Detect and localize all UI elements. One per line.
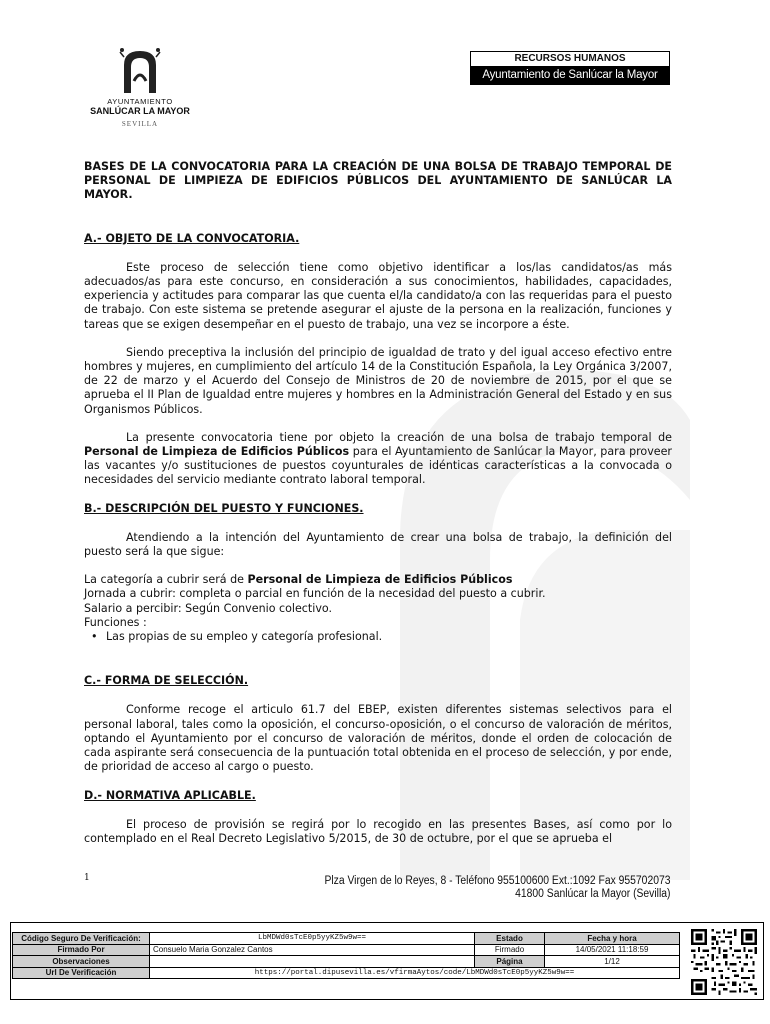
coat-of-arms-icon: [110, 45, 170, 95]
firmado-value: Consuelo Maria Gonzalez Cantos: [150, 944, 475, 956]
document-body: [84, 160, 672, 846]
section-a-paragraph-2: Siendo preceptiva la inclusión del principio de igualdad de trato y del igual acceso efectivo entre hombres y mujeres, en cumplimiento del artículo 14 de la Constitución Española, la Ley Orgánica 3/2007, de 22 de marzo y el Acuerdo del Consejo de Ministros de 20 de noviembre de 2015, por el que se aprueba el II Plan de Igualdad entre mujeres y hombres en la Administración General del Estado y en sus Organismos Públicos.: [84, 345, 672, 416]
section-d-paragraph-1: El proceso de provisión se regirá por lo recogido en las presentes Bases, así como por lo contemplado en el Real Decreto Legislativo 5/2015, de 30 de octubre, por el que se aprueba el: [84, 817, 672, 845]
department-header-box: [470, 51, 670, 85]
section-a-paragraph-3: [84, 431, 672, 488]
department-name: RECURSOS HUMANOS: [514, 53, 626, 64]
section-b-heading: B.- DESCRIPCIÓN DEL PUESTO Y FUNCIONES.: [84, 501, 364, 515]
category-value: Personal de Limpieza de Edificios Públicos: [247, 573, 513, 587]
fecha-value: 14/05/2021 11:18:59: [545, 944, 680, 956]
municipal-logo: [80, 45, 200, 128]
section-a-heading: A.- OBJETO DE LA CONVOCATORIA.: [84, 231, 300, 245]
fecha-label: Fecha y hora: [545, 933, 680, 945]
page-number: 1: [84, 873, 90, 883]
firmado-label: Firmado Por: [13, 944, 150, 956]
verification-table: [12, 932, 680, 979]
funciones-bullet: • Las propias de su empleo y categoría profesional.: [84, 630, 672, 644]
salario-line: Salario a percibir: Según Convenio colectivo.: [84, 601, 333, 615]
section-c-heading: C.- FORMA DE SELECCIÓN.: [84, 674, 249, 688]
job-title-bold: Personal de Limpieza de Edificios Públicos: [84, 445, 350, 459]
address-line-2: 41800 Sanlúcar la Mayor (Sevilla): [514, 888, 670, 900]
address-line-1: Plza Virgen de lo Reyes, 8 - Teléfono 955100600 Ext.:1092 Fax 955702073: [323, 875, 670, 887]
observaciones-value: [150, 956, 475, 968]
department-council: Ayuntamiento de Sanlúcar la Mayor: [471, 66, 669, 84]
logo-line-town: SANLÚCAR LA MAYOR: [90, 106, 190, 116]
paragraph-text: para el Ayuntamiento de Sanlúcar la Mayor, para proveer las vacantes y/o sustituciones de puestos coyunturales de idénticas características a la convocada o necesidades del servicio mediante contrato laboral temporal.: [84, 445, 672, 487]
logo-line-ayuntamiento: AYUNTAMIENTO: [107, 97, 173, 106]
codigo-label: Código Seguro De Verificación:: [13, 933, 150, 945]
signature-verification-box: [10, 922, 764, 1000]
document-title: BASES DE LA CONVOCATORIA PARA LA CREACIÓN DE UNA BOLSA DE TRABAJO TEMPORAL DE PERSONAL DE LIMPIEZA DE EDIFICIOS PÚBLICOS DEL AYUNTAMIENTO DE SANLÚCAR LA MAYOR.: [84, 160, 672, 202]
jornada-line: Jornada a cubrir: completa o parcial en función de la necesidad del puesto a cubrir.: [84, 587, 546, 601]
estado-value: Firmado: [475, 944, 545, 956]
observaciones-label: Observaciones: [13, 956, 150, 968]
section-b-paragraph-1: Atendiendo a la intención del Ayuntamiento de crear una bolsa de trabajo, la definición del puesto será la que sigue:: [84, 530, 672, 559]
funciones-line: Funciones :: [84, 615, 147, 629]
qr-code-icon: [691, 929, 757, 995]
job-category-line: [84, 573, 672, 587]
logo-line-province: SEVILLA: [121, 120, 159, 128]
section-d-heading: D.- NORMATIVA APLICABLE.: [84, 788, 256, 802]
estado-label: Estado: [475, 933, 545, 945]
codigo-value: LbMDWd0sTcE0p5yyKZ5w9w==: [150, 933, 475, 945]
paragraph-text: La presente convocatoria tiene por objeto la creación de una bolsa de trabajo temporal de: [126, 430, 672, 444]
council-address: [324, 875, 670, 901]
category-label: La categoría a cubrir será de: [84, 573, 248, 587]
section-a-paragraph-1: Este proceso de selección tiene como objetivo identificar a los/las candidatos/as más adecuados/as para este concurso, en consideración a sus conocimientos, habilidades, capacidades, experiencia y actitudes para comparar las que cuenta el/la candidato/a con las requeridas para el puesto de trabajo. Con este sistema se pretende asegurar el ajuste de la persona en la realización, funciones y tareas que se exigen desempeñar en el puesto de trabajo, una vez se incorpore a éste.: [84, 260, 672, 331]
pagina-label: Página: [475, 956, 545, 968]
pagina-value: 1/12: [545, 956, 680, 968]
verification-url-link[interactable]: https://portal.dipusevilla.es/vfirmaAytos/code/LbMDWd0sTcE0p5yyKZ5w9w==: [150, 967, 680, 979]
url-label: Url De Verificación: [13, 967, 150, 979]
section-c-paragraph-1: Conforme recoge el articulo 61.7 del EBEP, existen diferentes sistemas selectivos para el personal laboral, tales como la oposición, el concurso-oposición, o el concurso de valoración de méritos, optando el Ayuntamiento por el concurso de valoración de méritos, donde el orden de colocación de cada aspirante será consecuencia de la puntuación total obtenida en el proceso de selección, y por ende, de prioridad de acceso al cargo o puesto.: [84, 703, 672, 774]
